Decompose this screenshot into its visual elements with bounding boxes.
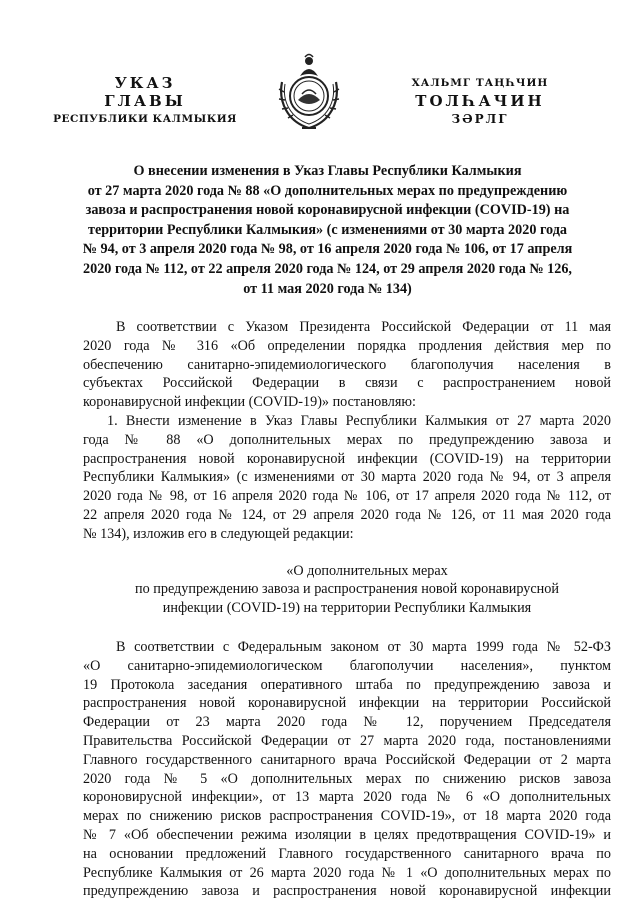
text-line: 2020 года № 98, от 16 апреля 2020 года № 106, от 17 апреля 2020 года № 112, от — [83, 488, 611, 505]
text-line: № 7 «Об обеспечении режима изоляции в целях предотвращения COVID-19» и — [83, 826, 611, 843]
subtitle-line: «О дополнительных мерах — [286, 562, 448, 579]
title-line: завоза и распространения новой коронавирусной инфекции (COVID-19) на — [85, 202, 570, 219]
text-line: коронавирусной инфекции (COVID-19)» постановляю: — [83, 394, 416, 411]
text-line: 22 апреля 2020 года № 124, от 29 апреля 2020 года № 126, от 11 мая 2020 года — [83, 506, 611, 523]
text-line: № 134), изложив его в следующей редакции: — [83, 525, 354, 542]
coat-of-arms-icon — [272, 52, 346, 132]
header-right-line-1: ХАЛЬМГ ТАҢҺЧИН — [411, 77, 549, 89]
header-right — [390, 74, 570, 128]
title-line: от 27 марта 2020 года № 88 «О дополнительных мерах по предупреждению — [87, 182, 568, 199]
header-left — [50, 74, 240, 128]
text-line: обеспечению санитарно-эпидемиологического благополучия населения в — [83, 356, 611, 373]
title-line: территории Республики Калмыкия» (с изменениями от 30 марта 2020 года — [87, 221, 568, 238]
text-line: В соответствии с Указом Президента Российской Федерации от 11 мая — [116, 319, 611, 335]
header-right-line-2: ТОЛҺАЧИН — [415, 92, 545, 110]
text-line: 2020 года № 5 «О дополнительных мерах по снижению рисков завоза — [83, 770, 611, 787]
header-right-line-3: ЗӘРЛГ — [451, 112, 509, 126]
section-subtitle — [83, 562, 611, 618]
text-line: года № 88 «О дополнительных мерах по предупреждению завоза и — [83, 431, 611, 448]
document-body — [83, 318, 611, 901]
header-left-line-2: ГЛАВЫ — [104, 92, 186, 110]
text-line: распространения новой коронавирусной инфекции (COVID-19) на территории — [83, 450, 611, 467]
text-line: Главного государственного санитарного врача Российской Федерации от 2 марта — [83, 751, 611, 768]
text-line: Республики Калмыкия» (с изменениями от 30 марта 2020 года № 94, от 3 апреля — [83, 469, 611, 486]
document-title — [50, 162, 605, 299]
paragraph-preamble — [83, 318, 611, 412]
text-line: 19 Протокола заседания оперативного штаба по предупреждению завоза и — [83, 676, 611, 693]
header-left-line-3: РЕСПУБЛИКИ КАЛМЫКИЯ — [53, 113, 237, 125]
text-line: субъектах Российской Федерации в связи с распространением новой — [83, 375, 611, 392]
title-line: № 94, от 3 апреля 2020 года № 98, от 16 апреля 2020 года № 106, от 17 апреля — [82, 241, 573, 258]
paragraph-item-1 — [83, 412, 611, 544]
text-line: «О санитарно-эпидемиологическом благополучии населения», пунктом — [83, 657, 611, 674]
subtitle-line: инфекции (COVID-19) на территории Республики Калмыкия — [162, 600, 532, 617]
text-line: Правительства Российской Федерации от 27 марта 2020 года, постановлениями — [83, 732, 611, 749]
text-line: В соответствии с Федеральным законом от 30 марта 1999 года № 52-ФЗ — [116, 638, 611, 655]
text-line: короновирусной инфекции», от 13 марта 2020 года № 6 «О дополнительных — [83, 789, 611, 806]
subtitle-line: по предупреждению завоза и распространения новой коронавирусной — [135, 581, 559, 598]
text-line: предупреждению завоза и распространения новой коронавирусной инфекции — [83, 883, 611, 900]
title-line: 2020 года № 112, от 22 апреля 2020 года № 124, от 29 апреля 2020 года № 126, — [83, 260, 572, 277]
header-left-line-1: УКАЗ — [114, 74, 176, 92]
text-line: Республике Калмыкия от 26 марта 2020 года № 1 «О дополнительных мерах по — [83, 864, 611, 881]
text-line: 1. Внести изменение в Указ Главы Республики Калмыкия от 27 марта 2020 — [107, 412, 611, 429]
title-line: от 11 мая 2020 года № 134) — [243, 280, 412, 297]
text-line: Федерации от 23 марта 2020 года № 12, поручением Председателя — [83, 714, 611, 731]
text-line: 2020 года № 316 «Об определении порядка продления действия мер по — [83, 337, 611, 354]
title-line: О внесении изменения в Указ Главы Республики Калмыкия — [133, 163, 522, 179]
text-line: распространения новой коронавирусной инфекции на территории Российской — [83, 695, 611, 712]
paragraph-basis — [83, 638, 611, 901]
text-line: на основании предложений Главного государственного санитарного врача по — [83, 845, 611, 862]
text-line: мерах по снижению рисков распространения COVID-19», от 18 марта 2020 года — [83, 808, 611, 825]
